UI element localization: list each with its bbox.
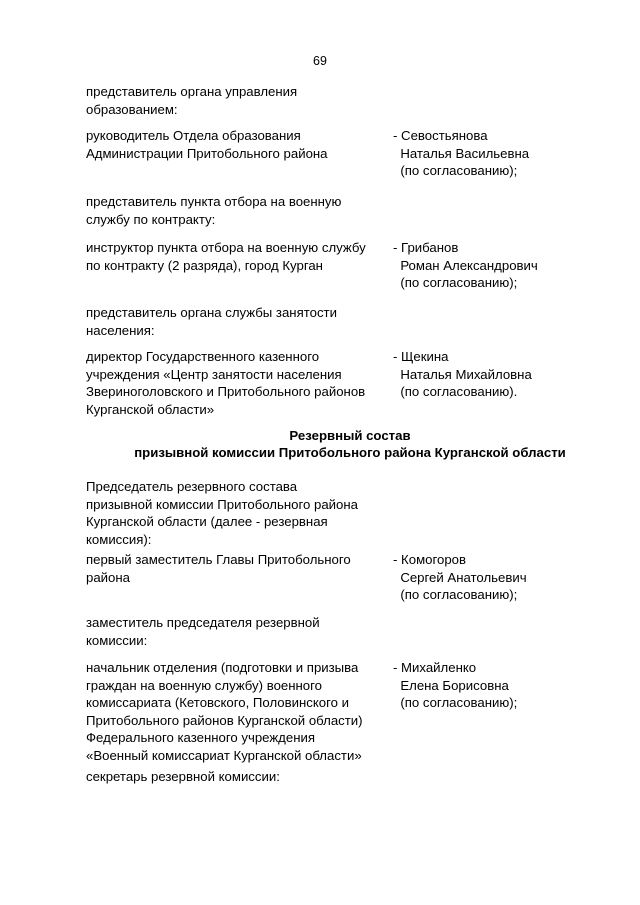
position-recruitment-instructor: инструктор пункта отбора на военную службу по контракту (2 разряда), город Курган xyxy=(86,240,366,273)
position-department-head: начальник отделения (подготовки и призыва граждан на военную службу) военного комиссариата (Кетовского, Половинского и Притобольного районов Курганской области) Федерального казенного учреждения «Военный комиссариат Курганской области» xyxy=(86,660,363,763)
reserve-heading-line1: Резервный состав xyxy=(289,428,411,443)
position-first-deputy-head: первый заместитель Главы Притобольного района xyxy=(86,552,351,585)
reserve-chair-label: Председатель резервного состава призывной комиссии Притобольного района Курганской области (далее - резервная комиссия): xyxy=(86,479,358,547)
person-shchekina: - Щекина Наталья Михайловна (по согласованию). xyxy=(393,349,532,400)
reserve-heading-line2: призывной комиссии Притобольного района Курганской области xyxy=(134,445,566,460)
section-label-recruitment: представитель пункта отбора на военную службу по контракту: xyxy=(86,194,342,227)
page-number: 69 xyxy=(313,54,327,68)
position-education-head: руководитель Отдела образования Администрации Притобольного района xyxy=(86,128,328,161)
position-employment-director: директор Государственного казенного учреждения «Центр занятости населения Звериноголовского и Притобольного районов Курганской области» xyxy=(86,349,366,417)
person-komogorov: - Комогоров Сергей Анатольевич (по согласованию); xyxy=(393,552,527,603)
person-mikhaylenko: - Михайленко Елена Борисовна (по согласованию); xyxy=(393,660,518,711)
reserve-deputy-label: заместитель председателя резервной комиссии: xyxy=(86,615,320,648)
person-gribanov: - Грибанов Роман Александрович (по согласованию); xyxy=(393,240,538,291)
reserve-secretary-label: секретарь резервной комиссии: xyxy=(86,769,280,784)
section-label-employment: представитель органа службы занятости населения: xyxy=(86,305,337,338)
section-label-education: представитель органа управления образованием: xyxy=(86,84,298,117)
person-sevostyanova: - Севостьянова Наталья Васильевна (по согласованию); xyxy=(393,128,530,179)
